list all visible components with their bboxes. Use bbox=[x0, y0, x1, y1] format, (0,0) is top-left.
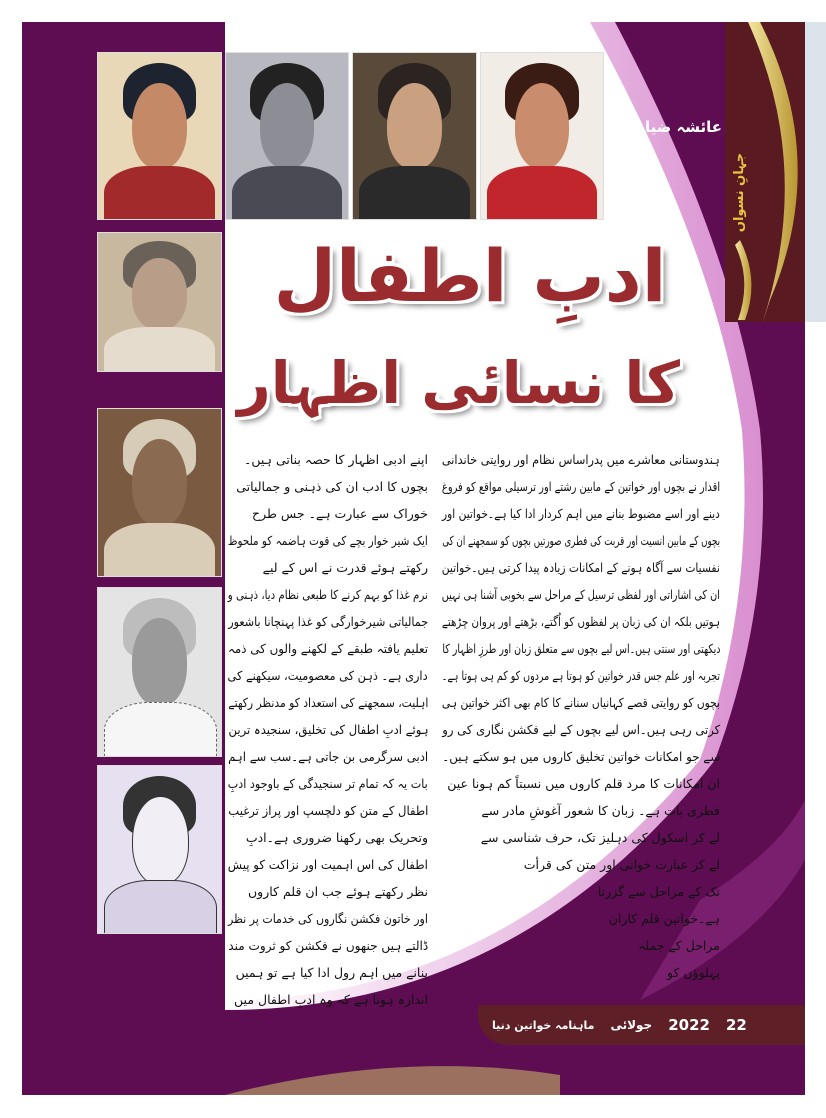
text-line-content: بچوں کے مابین انسیت اور قربت کی فطری صورتیں بچوں کو سمجھنے ان کی bbox=[442, 533, 720, 548]
page-footer bbox=[478, 1005, 805, 1045]
text-line-content: وتحریک بھی رکھنا ضروری ہے۔ادبِ bbox=[245, 830, 428, 845]
text-line bbox=[228, 527, 428, 554]
text-line bbox=[442, 689, 720, 716]
text-line-content: اندازہ ہوتا ہے کہ وہ ادبِ اطفال میں bbox=[234, 992, 428, 1007]
text-line-content: اطفال کے متن کو دلچسپ اور پراز ترغیب bbox=[227, 803, 428, 818]
photo-portrait-painting bbox=[97, 52, 222, 220]
text-line bbox=[442, 554, 720, 581]
text-line-content: تک کے مراحل سے گزرتا bbox=[597, 884, 720, 899]
text-line-content: سے جو امکانات خواتین تخلیق کاروں میں ہو سکتے ہیں۔ bbox=[442, 749, 720, 764]
text-line bbox=[228, 581, 428, 608]
text-line bbox=[442, 770, 720, 797]
text-line bbox=[228, 932, 428, 959]
text-line bbox=[228, 986, 428, 1013]
text-line bbox=[442, 635, 720, 662]
text-line bbox=[442, 797, 720, 824]
text-line-content: دینے اور اسے مضبوط بنانے میں اہم کردار ادا کیا ہے۔خواتین اور bbox=[442, 506, 720, 521]
magazine-name: ماہنامہ خواتین دنیا bbox=[492, 1018, 595, 1032]
text-line-content: اور خاتون فکشن نگاروں کی خدمات پر نظر bbox=[228, 911, 428, 926]
text-line bbox=[442, 446, 720, 473]
issue-year: 2022 bbox=[668, 1016, 710, 1034]
text-line bbox=[442, 932, 720, 959]
text-line bbox=[228, 500, 428, 527]
text-line-content: ہوئے ادبِ اطفال کی تخلیق، سنجیدہ ترین bbox=[228, 722, 428, 737]
text-line bbox=[442, 905, 720, 932]
photo-portrait-red-saree bbox=[480, 52, 604, 220]
text-line-content: ان امکانات کا مرد قلم کاروں میں نسبتاً کم ہونا عین bbox=[447, 776, 720, 791]
article-column-right bbox=[442, 446, 720, 986]
text-line-content: اطفال کی اس اہمیت اور نزاکت کو پیش bbox=[227, 857, 428, 872]
photo-portrait-seated bbox=[352, 52, 477, 220]
text-line-content: بچوں کا ادب ان کی ذہنی و جمالیاتی bbox=[236, 479, 428, 494]
author-name: عائشہ ضیا bbox=[645, 118, 723, 136]
text-line bbox=[228, 878, 428, 905]
text-line-content: نفسیات سے آگاہ ہونے کے امکانات زیادہ پیدا کرتی ہیں۔خواتین bbox=[441, 560, 720, 575]
text-line-content: اہلیت، سمجھنے کی استعداد کو مدنظر رکھتے bbox=[227, 695, 428, 710]
text-line-content: اقدار نے بچوں اور خواتین کے مابین رشتے اور ترسیلی مواقع کو فروغ bbox=[441, 479, 720, 494]
text-line-content: ہندوستانی معاشرے میں پدراساس نظام اور روایتی خاندانی bbox=[442, 452, 720, 467]
text-line bbox=[442, 500, 720, 527]
text-line bbox=[442, 473, 720, 500]
text-line bbox=[228, 716, 428, 743]
text-line-content: رکھتے ہوئے قدرت نے اس کے لیے bbox=[262, 560, 428, 575]
title-line-2: کا نسائی اظہار bbox=[237, 349, 680, 417]
text-line-content: ادبی سرگرمی بن جاتی ہے۔سب سے اہم bbox=[227, 749, 428, 764]
text-line-content: ایک شیر خوار بچے کی قوت ہاضمہ کو ملحوظ bbox=[227, 533, 428, 548]
text-line bbox=[228, 662, 428, 689]
text-line bbox=[442, 959, 720, 986]
article-column-left bbox=[228, 446, 428, 1013]
text-line bbox=[228, 635, 428, 662]
text-line-content: اپنے ادبی اظہار کا حصہ بناتی ہیں۔ bbox=[244, 452, 428, 467]
page-number: 22 bbox=[725, 1016, 747, 1034]
text-line-content: تجربہ اور علم جس قدر خواتین کو ہوتا ہے مردوں کو کم ہی ہوتا ہے۔ bbox=[441, 668, 720, 683]
text-line bbox=[228, 851, 428, 878]
text-line bbox=[228, 689, 428, 716]
text-line bbox=[228, 446, 428, 473]
section-label: جہانِ نسواں bbox=[732, 152, 748, 233]
title-line-1: ادبِ اطفال bbox=[273, 234, 667, 318]
text-line-content: کرتی رہی ہیں۔اس لیے بچوں کے لیے فکشن نگاری کی رو bbox=[442, 722, 720, 737]
text-line bbox=[442, 743, 720, 770]
text-line bbox=[228, 770, 428, 797]
text-line bbox=[228, 824, 428, 851]
text-line-content: تعلیم یافتہ طبقے کے لکھنے والوں کی ذمہ bbox=[227, 641, 428, 656]
text-line bbox=[442, 824, 720, 851]
text-line-content: فطری بات ہے۔ زبان کا شعور آغوشِ مادر سے bbox=[481, 803, 720, 818]
text-line-content: خوراک سے عبارت ہے۔ جس طرح bbox=[252, 506, 428, 521]
text-line bbox=[442, 608, 720, 635]
text-line bbox=[228, 905, 428, 932]
text-line-content: ہوتیں بلکہ ان کی زبان پر لفظوں کو اُگتے، بڑھتے اور پروان چڑھتے bbox=[441, 614, 720, 629]
text-line bbox=[442, 581, 720, 608]
text-line-content: جمالیاتی شیرخوارگی کو غذا پہنچانا باشعور bbox=[228, 614, 428, 629]
text-line bbox=[442, 527, 720, 554]
text-line bbox=[228, 743, 428, 770]
text-line bbox=[228, 608, 428, 635]
issue-month: جولائی bbox=[610, 1018, 653, 1032]
photo-portrait-sepia bbox=[97, 232, 222, 372]
text-line bbox=[228, 473, 428, 500]
text-line-content: پہلوؤں کو bbox=[667, 965, 720, 980]
text-line bbox=[442, 878, 720, 905]
text-line-content: بچوں کو روایتی قصے کہانیاں سنانے کا کام بھی اکثر خواتین ہی bbox=[441, 695, 720, 710]
text-line-content: نرم غذا کو بہم کرنے کا طبعی نظام دیا، ذہنی و bbox=[227, 587, 428, 602]
text-line-content: داری ہے۔ ذہن کی معصومیت، سیکھنے کی bbox=[227, 668, 428, 683]
text-line bbox=[228, 797, 428, 824]
text-line-content: بنانے میں اہم رول ادا کیا ہے تو ہمیں bbox=[235, 965, 428, 980]
text-line-content: دیکھتی اور سنتی ہیں۔اس لیے بچوں سے متعلق زبان اور طرزِ اظہار کا bbox=[441, 641, 720, 656]
text-line bbox=[228, 554, 428, 581]
text-line-content: مراحل کے جملہ bbox=[638, 938, 720, 953]
text-line-content: بات یہ کہ تمام تر سنجیدگی کے باوجود ادبِ bbox=[227, 776, 428, 791]
text-line-content: ان کی اشاراتی اور لفظی ترسیل کے مراحل سے بخوبی آشنا ہی نہیں bbox=[441, 587, 720, 602]
text-line-content: لے کر اسکول کی دہلیز تک، حرف شناسی سے bbox=[480, 830, 720, 845]
text-line bbox=[228, 959, 428, 986]
text-line bbox=[442, 851, 720, 878]
text-line bbox=[442, 662, 720, 689]
text-line-content: ڈالتے ہیں جنھوں نے فکشن کو ثروت مند bbox=[228, 938, 428, 953]
text-line-content: نظر رکھتے ہوئے جب ان قلم کاروں bbox=[248, 884, 428, 899]
photo-portrait-glasses-bw bbox=[225, 52, 349, 220]
text-line-content: ہے۔خواتین قلم کاران bbox=[608, 911, 720, 926]
text-line-content: لے کر عبارت خوانی اور متن کی قرأت bbox=[523, 857, 720, 872]
text-line bbox=[442, 716, 720, 743]
